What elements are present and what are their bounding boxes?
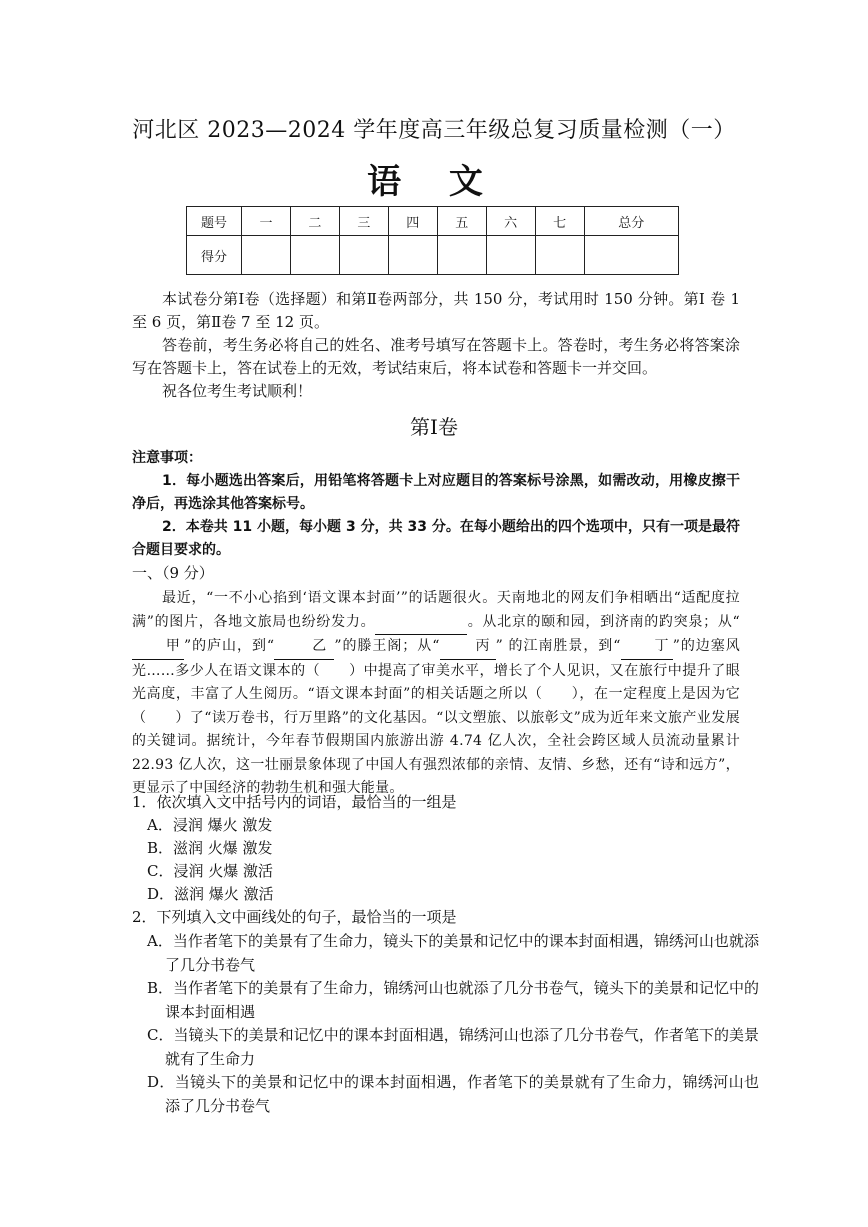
score-table-header-row bbox=[187, 207, 679, 236]
passage-text: ”的滕王阁；从“ bbox=[334, 638, 440, 654]
subject-title: 语 文 bbox=[367, 162, 501, 202]
score-blank-cell bbox=[339, 236, 388, 275]
question-2-stem: 2．下列填入文中画线处的句子，最恰当的一项是 bbox=[132, 908, 457, 926]
volume-title: 第Ⅰ卷 bbox=[410, 415, 458, 439]
exam-title: 河北区 2023—2024 学年度高三年级总复习质量检测（一） bbox=[132, 118, 736, 143]
score-cell: 六 bbox=[486, 207, 535, 236]
score-blank-cell bbox=[388, 236, 437, 275]
score-cell: 五 bbox=[437, 207, 486, 236]
score-cell: 总分 bbox=[584, 207, 678, 236]
score-blank-cell bbox=[290, 236, 339, 275]
notes-heading: 注意事项： bbox=[132, 450, 202, 466]
passage-text: ”的边塞风光……多少人在语文课本的（ ）中提高了审美水平，增长了个人见识，又在旅行中提升了眼光高度，丰富了人生阅历。“语文课本封面”的相关话题之所以（ ），在一定程度上是因为它（ ）了“读万卷书，行万里路”的文化基因。“以文塑旅、以旅彰文”成为近年来文旅产业发展的关键词。据统计，今年春节假期国内旅游出游 4.74 亿人次，全社会跨区域人员流动量累计 22.93 亿人次，这一壮丽景象体现了中国人有强烈浓郁的亲情、友情、乡愁，还有“诗和远方”，更显示了中国经济的勃勃生机和强大能量。 bbox=[132, 638, 740, 796]
q1-option-d: D．滋润 爆火 激活 bbox=[147, 885, 274, 903]
score-blank-cell bbox=[242, 236, 291, 275]
score-cell: 七 bbox=[535, 207, 584, 236]
section-label: 一、（9 分） bbox=[132, 564, 214, 582]
intro-paragraph-1: 本试卷分第Ⅰ卷（选择题）和第Ⅱ卷两部分，共 150 分，考试用时 150 分钟。第Ⅰ 卷 1 至 6 页，第Ⅱ卷 7 至 12 页。 bbox=[132, 290, 740, 331]
passage-text: ” 的江南胜景，到“ bbox=[495, 638, 621, 654]
blank-yi: 乙 bbox=[274, 635, 334, 660]
score-cell: 四 bbox=[388, 207, 437, 236]
score-blank-cell bbox=[584, 236, 678, 275]
q2-option-d: D．当镜头下的美景和记忆中的课本封面相遇，作者笔下的美景就有了生命力，锦绣河山也添了几分书卷气 bbox=[147, 1073, 759, 1115]
question-1-stem: 1．依次填入文中括号内的词语，最恰当的一组是 bbox=[132, 793, 457, 811]
score-table-score-row bbox=[187, 236, 679, 275]
intro-paragraph-3: 祝各位考生考试顺利！ bbox=[162, 382, 313, 400]
q1-option-a: A．浸润 爆火 激发 bbox=[147, 816, 273, 834]
score-cell: 一 bbox=[242, 207, 291, 236]
score-blank-cell bbox=[437, 236, 486, 275]
q2-option-a: A．当作者笔下的美景有了生命力，镜头下的美景和记忆中的课本封面相遇，锦绣河山也就添了几分书卷气 bbox=[147, 932, 759, 974]
score-blank-cell bbox=[486, 236, 535, 275]
q2-option-b: B．当作者笔下的美景有了生命力，锦绣河山也就添了几分书卷气，镜头下的美景和记忆中的课本封面相遇 bbox=[147, 979, 759, 1021]
blank-jia: 甲 bbox=[132, 635, 184, 660]
score-cell: 题号 bbox=[187, 207, 242, 236]
passage-text: 。从北京的颐和园，到济南的趵突泉；从“ bbox=[467, 613, 740, 630]
score-label-cell: 得分 bbox=[187, 236, 242, 275]
underlined-blank bbox=[375, 611, 467, 636]
q2-option-c: C．当镜头下的美景和记忆中的课本封面相遇，锦绣河山也添了几分书卷气，作者笔下的美景就有了生命力 bbox=[147, 1026, 759, 1068]
score-blank-cell bbox=[535, 236, 584, 275]
score-table bbox=[186, 206, 679, 275]
passage-text: ”的庐山，到“ bbox=[184, 638, 275, 654]
note-1: 1．每小题选出答案后，用铅笔将答题卡上对应题目的答案标号涂黑，如需改动，用橡皮擦干净后，再选涂其他答案标号。 bbox=[132, 473, 740, 512]
score-cell: 二 bbox=[290, 207, 339, 236]
blank-bing: 丙 bbox=[440, 635, 496, 660]
intro-paragraph-2: 答卷前，考生务必将自己的姓名、准考号填写在答题卡上。答卷时，考生务必将答案涂写在答题卡上，答在试卷上的无效，考试结束后，将本试卷和答题卡一并交回。 bbox=[132, 336, 740, 377]
blank-ding: 丁 bbox=[621, 635, 673, 660]
note-2: 2．本卷共 11 小题，每小题 3 分，共 33 分。在每小题给出的四个选项中，只有一项是最符合题目要求的。 bbox=[132, 519, 740, 558]
q1-option-b: B．滋润 火爆 激发 bbox=[147, 839, 273, 857]
reading-passage bbox=[132, 587, 740, 801]
q1-option-c: C．浸润 火爆 激活 bbox=[147, 862, 274, 880]
passage-text: 最近，“一不小心掐到‘语文课本封面’”的话题很火。天南地北的网友们争相晒出“适配度拉满”的图片，各地文旅局也纷纷发力。 bbox=[132, 590, 740, 630]
score-cell: 三 bbox=[339, 207, 388, 236]
